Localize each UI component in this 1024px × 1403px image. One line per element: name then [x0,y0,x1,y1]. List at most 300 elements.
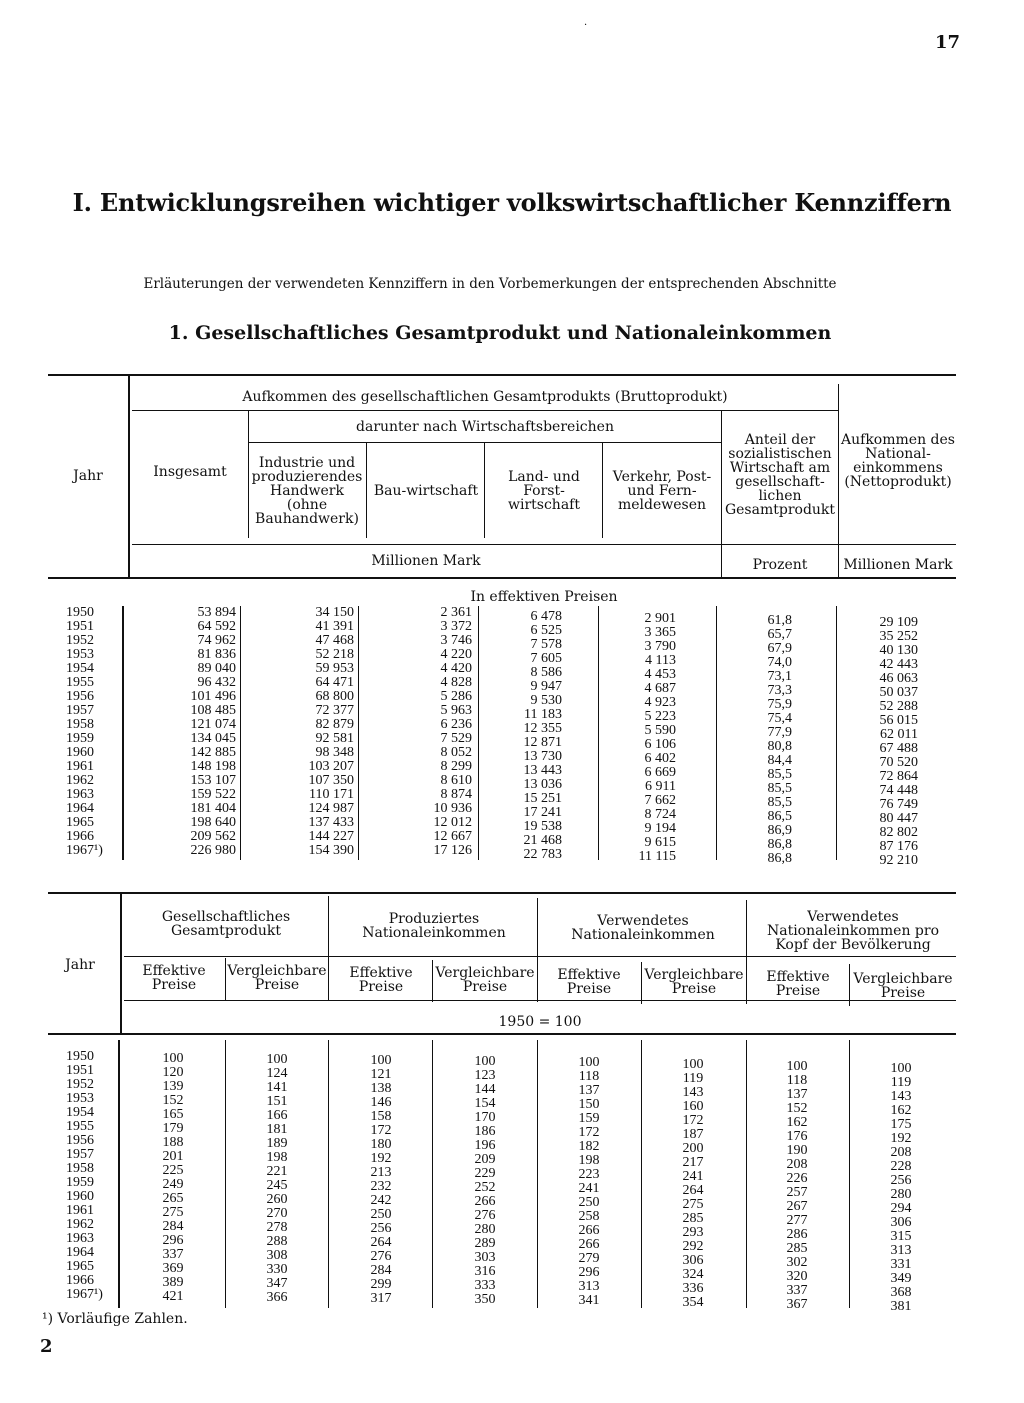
table-cell: 8 299 [440,759,472,774]
table-cell: 65,7 [767,627,792,642]
table-1-body-divider [598,606,599,860]
table-cell: 53 894 [197,605,236,620]
table-cell: 68 800 [315,689,354,704]
table-cell: 217 [682,1155,704,1170]
table-cell: 3 790 [644,639,676,654]
table-cell: 209 562 [190,829,236,844]
table-cell: 158 [370,1109,392,1124]
table-cell: 72 377 [315,703,354,718]
table-cell: 1959 [66,731,94,746]
table-cell: 7 578 [530,637,562,652]
table-cell: 299 [370,1277,392,1292]
table-2-body-divider [118,1040,120,1308]
table-cell: 87 176 [879,839,918,854]
table-cell: 294 [890,1201,912,1216]
table-cell: 288 [266,1234,288,1249]
table-cell: 6 402 [644,751,676,766]
table-cell: 11 183 [524,707,562,722]
table-cell: 96 432 [197,675,236,690]
table-2-col-pni-effective [356,1054,406,1306]
table-cell: 4 220 [440,647,472,662]
table-cell: 1965 [66,815,94,830]
table-2-col-ggp-effective [148,1052,198,1304]
table-cell: 1966 [66,829,94,844]
table-2-group-ggp: Gesellschaftliches Gesamtprodukt [161,909,291,939]
table-cell: 19 538 [523,819,562,834]
table-cell: 119 [682,1071,704,1086]
table-cell: 9 947 [530,679,562,694]
table-cell: 152 [162,1093,184,1108]
table-cell: 264 [682,1183,704,1198]
table-1-unit-rule [132,544,956,545]
table-cell: 284 [162,1219,184,1234]
table-2-body-divider [849,1040,850,1308]
table-1-unit-million-mark-2: Millionen Mark [843,557,953,573]
table-1-body-divider [240,606,241,860]
table-2-divider [432,960,433,1002]
table-cell: 121 074 [190,717,236,732]
table-cell: 182 [578,1139,600,1154]
table-cell: 198 [578,1153,600,1168]
table-cell: 86,9 [767,823,792,838]
table-cell: 110 171 [309,787,354,802]
table-cell: 1952 [66,1077,94,1092]
table-cell: 15 251 [523,791,562,806]
table-cell: 139 [162,1079,184,1094]
table-cell: 142 885 [190,745,236,760]
table-cell: 250 [578,1195,600,1210]
table-cell: 280 [890,1187,912,1202]
table-cell: 101 496 [190,689,236,704]
table-1-subgroup-rule [248,442,722,443]
table-cell: 7 605 [530,651,562,666]
table-cell: 308 [266,1248,288,1263]
table-cell: 6 911 [645,779,676,794]
table-cell: 389 [162,1275,184,1290]
table-1-subgroup-header: darunter nach Wirtschaftsbereichen [356,419,614,435]
table-cell: 41 391 [315,619,354,634]
table-2-body-divider [537,1040,538,1308]
table-1-divider [484,442,485,538]
table-cell: 267 [786,1199,808,1214]
table-cell: 2 361 [440,605,472,620]
table-cell: 108 485 [190,703,236,718]
table-cell: 4 113 [645,653,676,668]
table-cell: 198 640 [190,815,236,830]
table-cell: 29 109 [879,615,918,630]
table-cell: 1957 [66,1147,94,1162]
table-cell: 285 [786,1241,808,1256]
table-cell: 198 [266,1150,288,1165]
table-2-divider [328,896,329,1000]
table-1-body-divider [358,606,359,860]
table-2-col-ggp-comparable [252,1053,302,1305]
table-cell: 5 590 [644,723,676,738]
table-cell: 179 [162,1121,184,1136]
table-cell: 84,4 [767,753,792,768]
table-cell: 1958 [66,717,94,732]
table-1-unit-million-mark: Millionen Mark [371,553,481,569]
table-2-body-divider [328,1040,329,1308]
table-cell: 118 [786,1073,808,1088]
table-cell: 1963 [66,1231,94,1246]
table-cell: 1956 [66,689,94,704]
table-cell: 85,5 [767,795,792,810]
table-cell: 13 036 [523,777,562,792]
table-cell: 1964 [66,1245,94,1260]
table-cell: 64 471 [315,675,354,690]
table-cell: 317 [370,1291,392,1306]
table-2-sub-effective: Effektive Preise [349,965,413,995]
table-cell: 256 [370,1221,392,1236]
table-2-group-vni: Verwendetes Nationaleinkommen [571,913,715,943]
table-cell: 3 365 [644,625,676,640]
table-2-col-vni-comparable [668,1058,718,1310]
table-cell: 9 530 [530,693,562,708]
table-cell: 279 [578,1251,600,1266]
table-cell: 1959 [66,1175,94,1190]
table-cell: 369 [162,1261,184,1276]
table-cell: 186 [474,1124,496,1139]
table-cell: 100 [786,1059,808,1074]
table-cell: 134 045 [190,731,236,746]
table-cell: 1958 [66,1161,94,1176]
table-cell: 241 [682,1169,704,1184]
table-cell: 266 [578,1237,600,1252]
table-cell: 296 [578,1265,600,1280]
table-cell: 1950 [66,605,94,620]
table-2-body-divider [746,1040,747,1308]
table-cell: 5 223 [644,709,676,724]
table-cell: 82 802 [879,825,918,840]
table-cell: 6 669 [644,765,676,780]
table-cell: 200 [682,1141,704,1156]
table-cell: 4 420 [440,661,472,676]
table-cell: 3 746 [440,633,472,648]
table-cell: 34 150 [315,605,354,620]
table-1-top-rule [48,374,956,376]
table-cell: 162 [786,1115,808,1130]
table-cell: 275 [682,1197,704,1212]
section-title: 1. Gesellschaftliches Gesamtprodukt und Nationaleinkommen [168,322,832,344]
table-cell: 349 [890,1271,912,1286]
table-cell: 8 724 [644,807,676,822]
table-cell: 367 [786,1297,808,1312]
table-cell: 154 [474,1096,496,1111]
table-cell: 1956 [66,1133,94,1148]
table-cell: 284 [370,1263,392,1278]
table-cell: 223 [578,1167,600,1182]
table-cell: 242 [370,1193,392,1208]
table-2-col-pni-comparable [460,1055,510,1307]
table-1-col-socialist-share-values [726,614,792,866]
table-cell: 192 [890,1131,912,1146]
table-1-col-construction: Bau-wirtschaft [373,483,479,499]
table-cell: 80 447 [879,811,918,826]
table-cell: 40 130 [879,643,918,658]
table-cell: 138 [370,1081,392,1096]
table-cell: 270 [266,1206,288,1221]
table-cell: 160 [682,1099,704,1114]
table-cell: 81 836 [197,647,236,662]
table-cell: 150 [578,1097,600,1112]
table-2-col-years [66,1050,103,1302]
table-cell: 4 687 [644,681,676,696]
table-cell: 1962 [66,773,94,788]
table-cell: 306 [890,1215,912,1230]
table-cell: 86,8 [767,837,792,852]
table-2-body-divider [641,1040,642,1308]
table-cell: 22 783 [523,847,562,862]
table-cell: 13 443 [523,763,562,778]
table-cell: 100 [474,1054,496,1069]
table-cell: 52 218 [315,647,354,662]
table-cell: 190 [786,1143,808,1158]
table-cell: 324 [682,1267,704,1282]
table-cell: 74 448 [879,783,918,798]
table-2-sub-comparable: Vergleichbare Preise [435,965,535,995]
table-1-col-agriculture-values [488,610,562,862]
table-cell: 315 [890,1229,912,1244]
table-cell: 4 453 [644,667,676,682]
table-cell: 289 [474,1236,496,1251]
table-cell: 313 [890,1243,912,1258]
table-cell: 100 [162,1051,184,1066]
table-2-col-vni-effective [564,1056,614,1308]
table-cell: 316 [474,1264,496,1279]
table-cell: 1964 [66,801,94,816]
table-cell: 226 [786,1171,808,1186]
table-2-base-note: 1950 = 100 [498,1014,582,1030]
table-cell: 92 210 [879,853,918,868]
table-cell: 143 [890,1089,912,1104]
table-1-year-header: Jahr [73,468,103,484]
table-cell: 258 [578,1209,600,1224]
table-cell: 196 [474,1138,496,1153]
table-cell: 1963 [66,787,94,802]
table-cell: 1957 [66,703,94,718]
table-cell: 119 [890,1075,912,1090]
table-2-sub-comparable: Vergleichbare Preise [227,963,327,993]
table-cell: 166 [266,1108,288,1123]
table-cell: 154 390 [308,843,354,858]
table-cell: 42 443 [879,657,918,672]
table-cell: 277 [786,1213,808,1228]
table-1-body-divider [716,606,717,860]
table-1-col-national-income-values [844,616,918,868]
table-cell: 100 [266,1052,288,1067]
table-cell: 249 [162,1177,184,1192]
table-cell: 278 [266,1220,288,1235]
table-cell: 98 348 [315,745,354,760]
table-2-sub-effective: Effektive Preise [142,963,206,993]
table-cell: 228 [890,1159,912,1174]
table-2-sub-effective: Effektive Preise [557,967,621,997]
table-cell: 6 525 [530,623,562,638]
table-cell: 1967¹) [66,1287,103,1302]
table-cell: 189 [266,1136,288,1151]
table-cell: 151 [266,1094,288,1109]
table-cell: 213 [370,1165,392,1180]
table-2-body-divider [225,1040,226,1308]
table-cell: 159 [578,1111,600,1126]
table-1-group-header: Aufkommen des gesellschaftlichen Gesamtprodukts (Bruttoprodukt) [242,389,728,405]
table-cell: 148 198 [190,759,236,774]
table-cell: 175 [890,1117,912,1132]
table-cell: 46 063 [879,671,918,686]
table-cell: 302 [786,1255,808,1270]
table-cell: 330 [266,1262,288,1277]
table-cell: 221 [266,1164,288,1179]
table-cell: 120 [162,1065,184,1080]
table-cell: 6 106 [644,737,676,752]
table-cell: 9 615 [644,835,676,850]
table-cell: 313 [578,1279,600,1294]
table-cell: 153 107 [190,773,236,788]
table-cell: 1960 [66,745,94,760]
table-cell: 181 404 [190,801,236,816]
table-cell: 73,1 [767,669,792,684]
table-cell: 74,0 [767,655,792,670]
table-cell: 100 [578,1055,600,1070]
table-cell: 47 468 [315,633,354,648]
table-cell: 354 [682,1295,704,1310]
table-cell: 13 730 [523,749,562,764]
table-cell: 208 [890,1145,912,1160]
table-cell: 181 [266,1122,288,1137]
table-cell: 1954 [66,661,94,676]
table-cell: 100 [682,1057,704,1072]
chapter-title: I. Entwicklungsreihen wichtiger volkswirtschaftlicher Kennziffern [72,188,952,217]
table-1-col-total: Insgesamt [153,464,227,480]
table-cell: 256 [890,1173,912,1188]
table-2-body-divider [432,1040,433,1308]
table-cell: 303 [474,1250,496,1265]
table-cell: 296 [162,1233,184,1248]
table-1-col-construction-values [370,606,472,858]
table-cell: 11 115 [638,849,676,864]
table-cell: 70 520 [879,755,918,770]
table-cell: 146 [370,1095,392,1110]
table-cell: 12 012 [433,815,472,830]
table-1-col-total-values [132,606,236,858]
table-cell: 8 052 [440,745,472,760]
table-cell: 67 488 [879,741,918,756]
table-2-top-rule [48,892,956,894]
table-cell: 285 [682,1211,704,1226]
table-cell: 1966 [66,1273,94,1288]
table-cell: 1967¹) [66,843,103,858]
table-cell: 35 252 [879,629,918,644]
table-cell: 72 864 [879,769,918,784]
table-cell: 265 [162,1191,184,1206]
table-cell: 80,8 [767,739,792,754]
table-2-year-divider [120,894,122,1034]
table-cell: 59 953 [315,661,354,676]
table-cell: 187 [682,1127,704,1142]
table-2-group-pni: Produziertes Nationaleinkommen [362,911,506,941]
table-cell: 8 610 [440,773,472,788]
subtitle-note: Erläuterungen der verwendeten Kennziffern in den Vorbemerkungen der entsprechenden Abschnitte [143,276,837,292]
table-cell: 1952 [66,633,94,648]
table-cell: 1962 [66,1217,94,1232]
table-1-divider [602,442,603,538]
table-1-divider [838,384,839,578]
table-1-divider [366,442,367,538]
table-1-col-transport-values [606,612,676,864]
table-cell: 74 962 [197,633,236,648]
table-1-col-industry-values [250,606,354,858]
table-cell: 124 987 [308,801,354,816]
table-2-sub-comparable: Vergleichbare Preise [853,971,953,1001]
table-cell: 208 [786,1157,808,1172]
table-cell: 77,9 [767,725,792,740]
table-cell: 50 037 [879,685,918,700]
table-cell: 381 [890,1299,912,1314]
table-cell: 293 [682,1225,704,1240]
table-cell: 12 871 [523,735,562,750]
table-cell: 165 [162,1107,184,1122]
table-cell: 85,5 [767,767,792,782]
table-cell: 341 [578,1293,600,1308]
table-cell: 6 478 [530,609,562,624]
table-cell: 226 980 [190,843,236,858]
page-number-top: 17 [934,32,960,53]
table-cell: 1961 [66,1203,94,1218]
table-cell: 252 [474,1180,496,1195]
table-cell: 124 [266,1066,288,1081]
table-cell: 275 [162,1205,184,1220]
table-cell: 276 [370,1249,392,1264]
table-cell: 192 [370,1151,392,1166]
table-cell: 10 936 [433,801,472,816]
table-cell: 1965 [66,1259,94,1274]
table-cell: 337 [162,1247,184,1262]
table-cell: 103 207 [308,759,354,774]
table-cell: 333 [474,1278,496,1293]
table-cell: 2 901 [644,611,676,626]
table-cell: 118 [578,1069,600,1084]
table-1-col-national-income: Aufkommen des National-einkommens (Nettoprodukt) [841,432,955,490]
table-cell: 67,9 [767,641,792,656]
table-cell: 152 [786,1101,808,1116]
table-cell: 144 227 [308,829,354,844]
table-cell: 162 [890,1103,912,1118]
table-cell: 421 [162,1289,184,1304]
table-cell: 8 874 [440,787,472,802]
table-cell: 337 [786,1283,808,1298]
table-cell: 176 [786,1129,808,1144]
table-cell: 144 [474,1082,496,1097]
table-cell: 257 [786,1185,808,1200]
table-2-divider [746,900,747,1004]
table-cell: 331 [890,1257,912,1272]
footnote: ¹) Vorläufige Zahlen. [42,1311,188,1327]
table-1-col-agriculture: Land- und Forst-wirtschaft [508,469,580,513]
table-cell: 347 [266,1276,288,1291]
table-1-unit-percent: Prozent [752,557,808,573]
table-cell: 82 879 [315,717,354,732]
table-cell: 1955 [66,675,94,690]
table-2-sub-effective: Effektive Preise [766,969,830,999]
table-2-year-header: Jahr [65,957,95,973]
table-1-body-divider [122,606,124,860]
table-cell: 100 [370,1053,392,1068]
table-cell: 143 [682,1085,704,1100]
table-cell: 86,8 [767,851,792,866]
table-1-col-transport: Verkehr, Post- und Fern-meldewesen [612,469,712,513]
table-2-col-vpk-comparable [876,1062,926,1314]
